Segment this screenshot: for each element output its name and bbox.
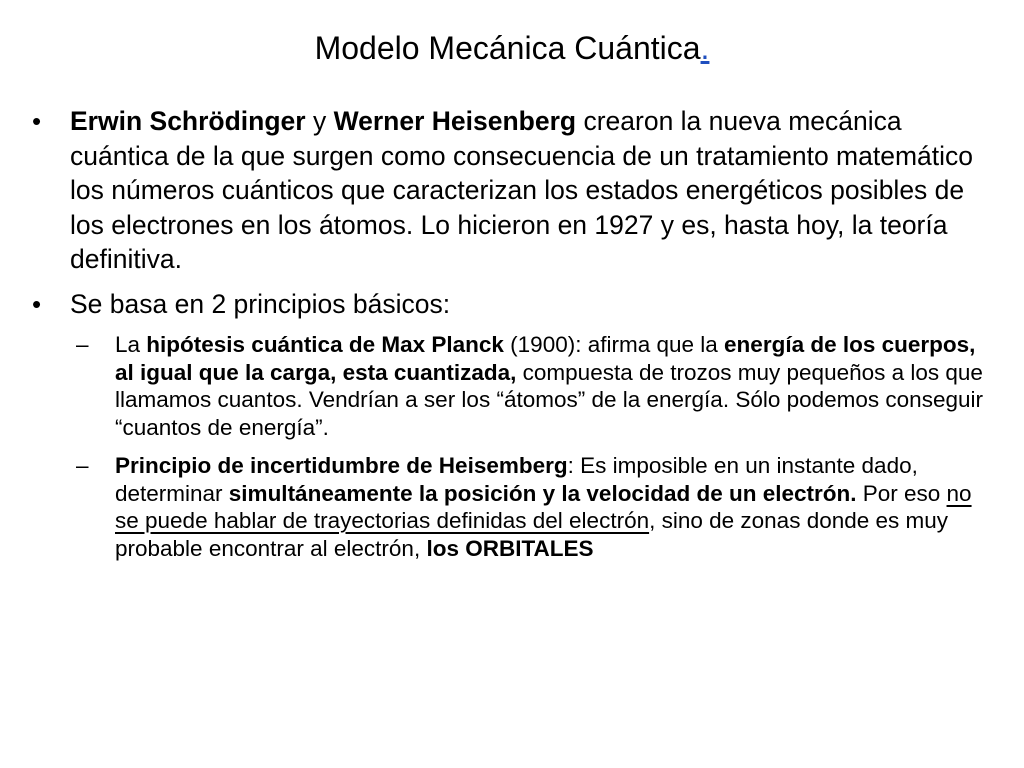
name-schrodinger: Erwin Schrödinger [70,106,306,136]
bullet-text-body: crearon la nueva mecánica cuántica de la que surgen como consecuencia de un tratamiento matemático los números cuánticos que caracterizan los estados energéticos posibles de los electrones en los átomos. Lo hicieron en 1927 y es, hasta hoy, la teoría definitiva. [70,106,974,274]
subbullet-text: compuesta de trozos muy pequeños a los que llamamos cuantos. Vendrían a ser los “átomos” de la energía. Sólo podemos conseguir “cuantos de energía”. [115,359,983,440]
planck-hypothesis: hipótesis cuántica de Max Planck [146,332,504,357]
subbullet-text: La [115,332,147,357]
bullet-marker: • [32,106,42,136]
energy-quantized: energía de los cuerpos, al igual que la carga, esta cuantizada, [115,332,976,385]
bullet-marker: • [32,288,42,319]
subbullet-marker: – [76,332,89,357]
bullet-text-connector: y [305,106,334,136]
slide-title [0,26,1024,70]
bullet-text: Se basa en 2 principios básicos: [70,288,451,319]
title-link[interactable]: . [700,30,710,66]
bullet-principles [30,287,996,322]
slide-title-text: Modelo Mecánica Cuántica [314,30,701,66]
subbullet-marker: – [76,453,89,478]
no-trajectories: no se puede hablar de trayectorias definidas del electrón [115,480,972,533]
subbullet-text: , sino de zonas donde es muy probable encontrar al electrón, [115,508,949,561]
bullet-schrodinger-heisenberg [30,104,996,277]
subbullet-text: Por eso [856,480,947,506]
subbullet-planck [70,331,996,441]
slide-content [30,104,996,573]
orbitals: los ORBITALES [426,535,594,561]
subbullet-text: (1900): afirma que la [503,332,725,357]
subbullet-text: : Es imposible en un instante dado, determinar [115,453,918,506]
position-velocity: simultáneamente la posición y la velocidad de un electrón. [228,480,857,506]
name-heisenberg: Werner Heisenberg [333,106,577,136]
subbullet-heisenberg [70,452,996,562]
uncertainty-principle: Principio de incertidumbre de Heisemberg [115,453,568,478]
